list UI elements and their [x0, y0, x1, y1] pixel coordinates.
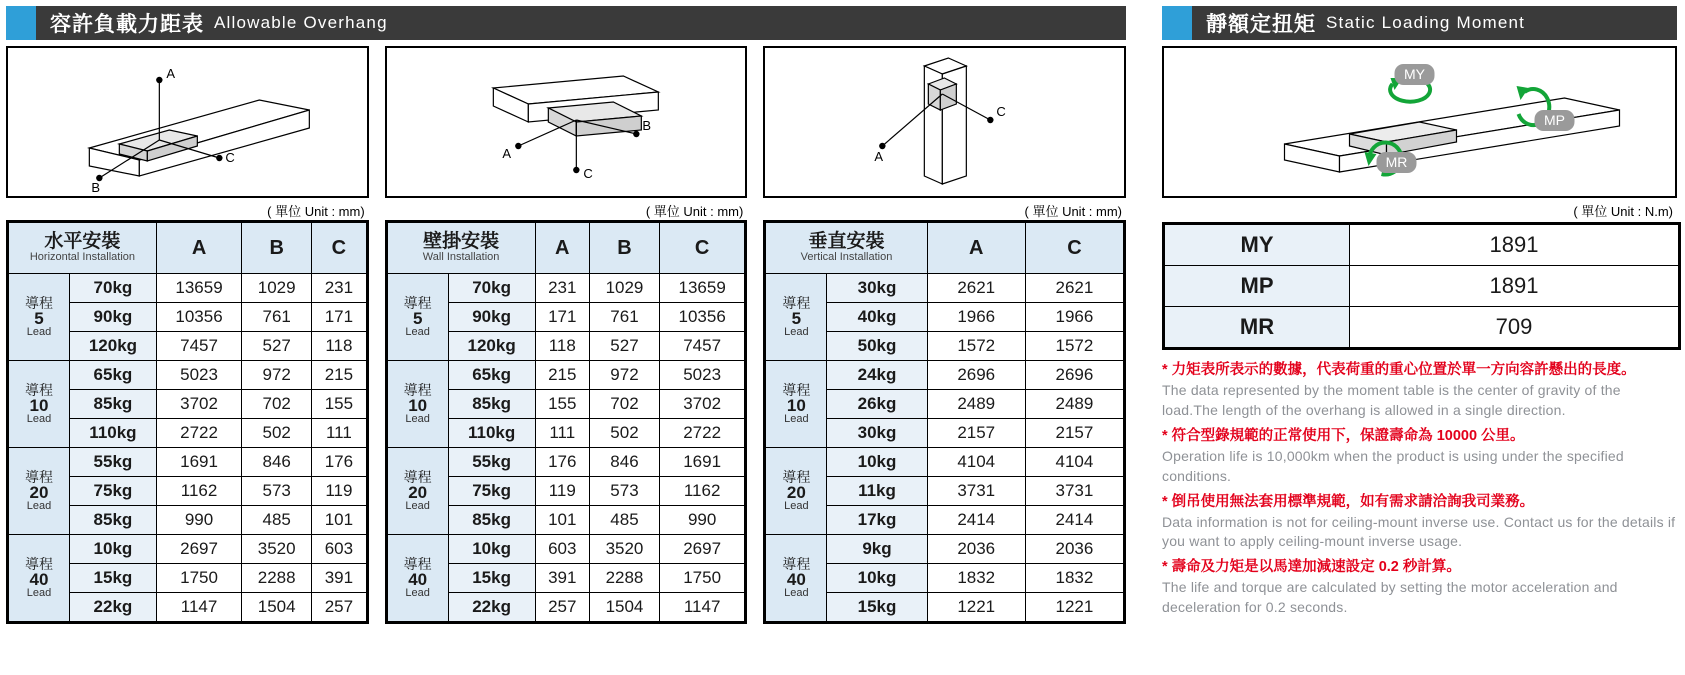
lead-group-cell: 導程 10 Lead: [766, 361, 827, 448]
diagram-label-c: C: [583, 166, 593, 181]
lead-group-cell: 導程 5 Lead: [766, 274, 827, 361]
value-cell: 1832: [927, 564, 1025, 593]
value-cell: 603: [312, 535, 367, 564]
value-cell: 527: [242, 332, 312, 361]
table-row: [1165, 307, 1679, 348]
load-cell: 70kg: [70, 274, 157, 303]
table-title-cn: 壁掛安裝: [423, 231, 500, 253]
value-cell: 3520: [242, 535, 312, 564]
load-cell: 24kg: [827, 361, 927, 390]
value-cell: 391: [312, 564, 367, 593]
value-cell: 1029: [242, 274, 312, 303]
value-cell: 1147: [156, 593, 241, 622]
load-cell: 65kg: [70, 361, 157, 390]
moment-table: [1162, 222, 1681, 350]
value-cell: 7457: [659, 332, 744, 361]
load-cell: 55kg: [448, 448, 535, 477]
value-cell: 391: [535, 564, 589, 593]
note-red-text: * 倒吊使用無法套用標準規範，如有需求請洽詢我司業務。: [1162, 493, 1535, 510]
moment-value: 1891: [1350, 266, 1679, 307]
value-cell: 2157: [927, 419, 1025, 448]
value-cell: 2414: [927, 506, 1025, 535]
load-cell: 17kg: [827, 506, 927, 535]
note-item: [1162, 426, 1677, 487]
value-cell: 171: [535, 303, 589, 332]
value-cell: 702: [590, 390, 660, 419]
load-cell: 9kg: [827, 535, 927, 564]
table-row: [9, 361, 367, 390]
diagram-label-c: C: [996, 104, 1007, 119]
moment-title-en: Static Loading Moment: [1326, 13, 1526, 32]
table-header-row: [9, 223, 367, 274]
lead-group-cell: 導程 20 Lead: [387, 448, 448, 535]
load-cell: 10kg: [827, 448, 927, 477]
diagram-label-b: B: [642, 118, 651, 133]
column-header-c: C: [659, 223, 744, 274]
value-cell: 2722: [659, 419, 744, 448]
value-cell: 13659: [156, 274, 241, 303]
moment-value: 1891: [1350, 225, 1679, 266]
note-red-text: * 符合型錄規範的正常使用下，保證壽命為 10000 公里。: [1162, 427, 1525, 444]
value-cell: 155: [312, 390, 367, 419]
table-title-en: Wall Installation: [422, 251, 500, 264]
moment-label: MP: [1165, 266, 1350, 307]
note-item: [1162, 492, 1677, 553]
table-title-cell: [766, 223, 927, 274]
value-cell: 10356: [156, 303, 241, 332]
table-row: [766, 535, 1124, 564]
value-cell: 2696: [927, 361, 1025, 390]
table-row: [387, 274, 745, 303]
value-cell: 2697: [659, 535, 744, 564]
load-cell: 90kg: [70, 303, 157, 332]
load-cell: 26kg: [827, 390, 927, 419]
lead-group-cell: 導程 20 Lead: [766, 448, 827, 535]
table-row: [9, 448, 367, 477]
value-cell: 5023: [659, 361, 744, 390]
value-cell: 1029: [590, 274, 660, 303]
load-cell: 22kg: [70, 593, 157, 622]
load-cell: 22kg: [448, 593, 535, 622]
overhang-tables: [6, 220, 1126, 624]
load-cell: 75kg: [448, 477, 535, 506]
value-cell: 2621: [927, 274, 1025, 303]
value-cell: 603: [535, 535, 589, 564]
value-cell: 1691: [659, 448, 744, 477]
value-cell: 2414: [1025, 506, 1123, 535]
value-cell: 485: [242, 506, 312, 535]
value-cell: 176: [312, 448, 367, 477]
value-cell: 1504: [590, 593, 660, 622]
table-header-row: [387, 223, 745, 274]
load-cell: 90kg: [448, 303, 535, 332]
lead-group-cell: 導程 40 Lead: [9, 535, 70, 622]
note-item: [1162, 360, 1677, 421]
value-cell: 111: [535, 419, 589, 448]
load-cell: 55kg: [70, 448, 157, 477]
table-title-cell: [9, 223, 157, 274]
value-cell: 176: [535, 448, 589, 477]
label-mp: MP: [1544, 112, 1565, 128]
table-horizontal-installation: [6, 220, 369, 624]
lead-group-cell: 導程 20 Lead: [9, 448, 70, 535]
value-cell: 502: [590, 419, 660, 448]
lead-group-cell: 導程 5 Lead: [387, 274, 448, 361]
table-row: [766, 448, 1124, 477]
load-cell: 85kg: [70, 506, 157, 535]
value-cell: 972: [242, 361, 312, 390]
column-header-c: C: [312, 223, 367, 274]
value-cell: 215: [535, 361, 589, 390]
value-cell: 1162: [659, 477, 744, 506]
value-cell: 2489: [927, 390, 1025, 419]
table-title-cn: 水平安裝: [44, 231, 121, 253]
value-cell: 761: [590, 303, 660, 332]
note-gray-text: Data information is not for ceiling-mount inverse use. Contact us for the details if you want to apply ceiling-mount inverse usage.: [1162, 513, 1676, 550]
overhang-section-header: [6, 6, 1126, 40]
value-cell: 2288: [242, 564, 312, 593]
load-cell: 15kg: [448, 564, 535, 593]
moment-header-bar: [1192, 6, 1677, 40]
overhang-diagrams: [6, 46, 1126, 220]
load-cell: 85kg: [448, 390, 535, 419]
overhang-title-cn: 容許負載力距表: [50, 13, 204, 36]
label-my: MY: [1404, 66, 1425, 82]
static-loading-moment-section: [1162, 6, 1677, 618]
table-row: [766, 361, 1124, 390]
value-cell: 101: [312, 506, 367, 535]
column-header-c: C: [1025, 223, 1123, 274]
load-cell: 70kg: [448, 274, 535, 303]
value-cell: 3702: [659, 390, 744, 419]
value-cell: 2036: [1025, 535, 1123, 564]
value-cell: 1221: [1025, 593, 1123, 622]
note-gray-text: The data represented by the moment table is the center of gravity of the load.The length of the overhang is allowed in a single direction.: [1162, 382, 1621, 418]
load-cell: 120kg: [448, 332, 535, 361]
diagram-label-b: B: [91, 180, 101, 194]
lead-group-cell: 導程 5 Lead: [9, 274, 70, 361]
column-header-a: A: [535, 223, 589, 274]
lead-group-cell: 導程 40 Lead: [387, 535, 448, 622]
value-cell: 761: [242, 303, 312, 332]
value-cell: 1691: [156, 448, 241, 477]
overhang-title-en: Allowable Overhang: [214, 13, 388, 32]
value-cell: 573: [590, 477, 660, 506]
load-cell: 65kg: [448, 361, 535, 390]
value-cell: 1750: [156, 564, 241, 593]
value-cell: 573: [242, 477, 312, 506]
value-cell: 2722: [156, 419, 241, 448]
diagram-wall: [385, 46, 748, 198]
overhang-unit-2: ( 單位 Unit : mm): [645, 204, 744, 219]
note-item: [1162, 557, 1677, 618]
table-vertical-installation: [763, 220, 1126, 624]
overhang-unit-1: ( 單位 Unit : mm): [267, 204, 365, 219]
value-cell: 485: [590, 506, 660, 535]
overhang-header-bar: [36, 6, 1126, 40]
load-cell: 75kg: [70, 477, 157, 506]
value-cell: 119: [535, 477, 589, 506]
load-cell: 15kg: [70, 564, 157, 593]
value-cell: 2036: [927, 535, 1025, 564]
diagram-label-a: A: [874, 149, 884, 164]
table-row: [387, 361, 745, 390]
value-cell: 119: [312, 477, 367, 506]
moment-value: 709: [1350, 307, 1679, 348]
load-cell: 120kg: [70, 332, 157, 361]
table-title-cn: 垂直安裝: [808, 231, 885, 253]
value-cell: 257: [535, 593, 589, 622]
value-cell: 702: [242, 390, 312, 419]
value-cell: 231: [312, 274, 367, 303]
table-title-cell: [387, 223, 535, 274]
note-gray-text: Operation life is 10,000km when the product is using under the specified conditions.: [1162, 447, 1624, 484]
load-cell: 85kg: [448, 506, 535, 535]
value-cell: 3520: [590, 535, 660, 564]
column-header-a: A: [927, 223, 1025, 274]
moment-label: MR: [1165, 307, 1350, 348]
value-cell: 257: [312, 593, 367, 622]
load-cell: 110kg: [70, 419, 157, 448]
value-cell: 3702: [156, 390, 241, 419]
diagram-label-a: A: [166, 66, 176, 81]
load-cell: 11kg: [827, 477, 927, 506]
lead-group-cell: 導程 10 Lead: [387, 361, 448, 448]
value-cell: 1572: [927, 332, 1025, 361]
value-cell: 4104: [927, 448, 1025, 477]
table-title-en: Horizontal Installation: [29, 251, 136, 264]
table-row: [387, 448, 745, 477]
value-cell: 1162: [156, 477, 241, 506]
lead-group-cell: 導程 10 Lead: [9, 361, 70, 448]
value-cell: 101: [535, 506, 589, 535]
value-cell: 2621: [1025, 274, 1123, 303]
load-cell: 10kg: [827, 564, 927, 593]
load-cell: 10kg: [448, 535, 535, 564]
table-row: [1165, 225, 1679, 266]
value-cell: 1504: [242, 593, 312, 622]
load-cell: 110kg: [448, 419, 535, 448]
value-cell: 10356: [659, 303, 744, 332]
value-cell: 502: [242, 419, 312, 448]
table-row: [387, 535, 745, 564]
accent-block: [6, 6, 36, 40]
load-cell: 30kg: [827, 419, 927, 448]
table-row: [9, 535, 367, 564]
moment-section-header: [1162, 6, 1677, 40]
table-header-row: [766, 223, 1124, 274]
table-row: [766, 274, 1124, 303]
note-gray-text: The life and torque are calculated by setting the motor acceleration and deceleration for 0.2 seconds.: [1162, 579, 1618, 616]
value-cell: 846: [242, 448, 312, 477]
load-cell: 10kg: [70, 535, 157, 564]
value-cell: 2489: [1025, 390, 1123, 419]
value-cell: 990: [659, 506, 744, 535]
moment-label: MY: [1165, 225, 1350, 266]
value-cell: 171: [312, 303, 367, 332]
table-row: [1165, 266, 1679, 307]
value-cell: 1966: [927, 303, 1025, 332]
load-cell: 15kg: [827, 593, 927, 622]
diagram-label-a: A: [502, 146, 511, 161]
note-red-text: * 壽命及力矩是以馬達加減速設定 0.2 秒計算。: [1162, 559, 1461, 576]
allowable-overhang-section: [6, 6, 1126, 624]
value-cell: 2288: [590, 564, 660, 593]
value-cell: 111: [312, 419, 367, 448]
table-row: [9, 274, 367, 303]
note-red-text: * 力矩表所表示的數據，代表荷重的重心位置於單一方向容許懸出的長度。: [1162, 362, 1636, 378]
value-cell: 2697: [156, 535, 241, 564]
value-cell: 155: [535, 390, 589, 419]
lead-group-cell: 導程 40 Lead: [766, 535, 827, 622]
diagram-label-c: C: [225, 150, 235, 165]
overhang-unit-3: ( 單位 Unit : mm): [1024, 204, 1123, 219]
value-cell: 846: [590, 448, 660, 477]
value-cell: 1147: [659, 593, 744, 622]
column-header-a: A: [156, 223, 241, 274]
value-cell: 1750: [659, 564, 744, 593]
table-wall-installation: [385, 220, 748, 624]
value-cell: 5023: [156, 361, 241, 390]
value-cell: 118: [535, 332, 589, 361]
value-cell: 118: [312, 332, 367, 361]
value-cell: 1832: [1025, 564, 1123, 593]
diagram-horizontal: [6, 46, 369, 198]
value-cell: 972: [590, 361, 660, 390]
value-cell: 990: [156, 506, 241, 535]
column-header-b: B: [242, 223, 312, 274]
value-cell: 7457: [156, 332, 241, 361]
load-cell: 50kg: [827, 332, 927, 361]
value-cell: 13659: [659, 274, 744, 303]
value-cell: 3731: [1025, 477, 1123, 506]
value-cell: 3731: [927, 477, 1025, 506]
value-cell: 4104: [1025, 448, 1123, 477]
moment-unit: ( 單位 Unit : N.m): [1573, 204, 1673, 219]
value-cell: 2696: [1025, 361, 1123, 390]
diagram-vertical: [763, 46, 1126, 198]
value-cell: 1221: [927, 593, 1025, 622]
load-cell: 40kg: [827, 303, 927, 332]
value-cell: 215: [312, 361, 367, 390]
value-cell: 2157: [1025, 419, 1123, 448]
load-cell: 30kg: [827, 274, 927, 303]
value-cell: 527: [590, 332, 660, 361]
value-cell: 1966: [1025, 303, 1123, 332]
column-header-b: B: [590, 223, 660, 274]
value-cell: 231: [535, 274, 589, 303]
label-mr: MR: [1385, 154, 1408, 170]
load-cell: 85kg: [70, 390, 157, 419]
notes-list: [1162, 360, 1677, 618]
value-cell: 1572: [1025, 332, 1123, 361]
diagram-moment: [1162, 46, 1677, 198]
accent-block: [1162, 6, 1192, 40]
moment-title-cn: 靜額定扭矩: [1206, 13, 1316, 36]
table-title-en: Vertical Installation: [800, 251, 893, 264]
